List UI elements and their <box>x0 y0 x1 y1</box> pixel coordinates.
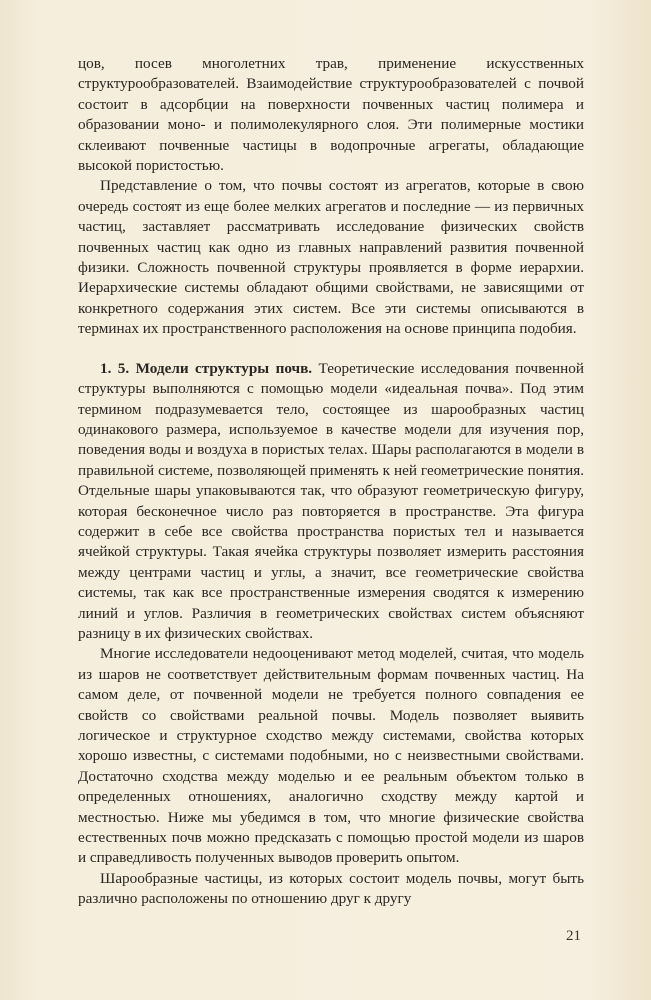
paragraph-2: Представление о том, что почвы состоят из агрегатов, которые в свою очередь состоят из еще более мелких агрегатов и последние — из первичных частиц, заставляет рассматривать исследование физических свойств почвенных частиц как одно из главных направлений развития почвенной физики. Сложность почвенной структуры проявляется в форме иерархии. Иерархические системы обладают общими свойствами, не зависящими от конкретного содержания этих систем. Все эти системы описываются в терминах их пространственного расположения на основе принципа подобия. <box>78 177 584 338</box>
body-text <box>78 54 584 910</box>
paragraph-1: цов, посев многолетних трав, применение искусственных структурообразователей. Взаимодействие структурообразователей с почвой состоит в адсорбции на поверхности почвенных частиц полимера и образовании моно- и полимолекулярного слоя. Эти полимерные мостики склеивают почвенные частицы в водопрочные агрегаты, обладающие высокой пористостью. <box>78 55 584 175</box>
page-number: 21 <box>566 928 581 944</box>
paragraph-5: Шарообразные частицы, из которых состоит модель почвы, могут быть различно расположены по отношению друг к другу <box>78 869 584 908</box>
section-body: Теоретические исследования почвенной структуры выполняются с помощью модели «идеальная почва». Под этим термином подразумевается тело, состоящее из шарообразных частиц одинакового размера, используемое в качестве модели для изучения пор, поведения воды и воздуха в пористых телах. Шары располагаются в модели в правильной системе, позволяющей применять к ней геометрические понятия. Отдельные шары упаковываются так, что образуют геометрическую фигуру, которая бесконечное число раз повторяется в пространстве. Эта фигура содержит в себе все свойства пространства пористых тел и называется ячейкой структуры. Такая ячейка структуры позволяет измерить расстояния между центрами частиц и углы, а значит, все геометрические свойства системы, так как все пространственные измерения сводятся к измерению линий и углов. Различия в геометрических свойствах систем объясняют разницу в их физических свойствах. <box>78 359 584 642</box>
section-heading: 1. 5. Модели структуры почв. <box>100 359 313 377</box>
paragraph-4: Многие исследователи недооценивают метод моделей, считая, что модель из шаров не соответствует действительным формам почвенных частиц. На самом деле, от почвенной модели не требуется полного совпадения ее свойств со свойствами реальной почвы. Модель позволяет выявить логическое и структурное сходство между системами, свойства которых хорошо известны, с системами подобными, но с неизвестными свойствами. Достаточно сходства между моделью и ее реальным объектом только в определенных отношениях, аналогично сходству между картой и местностью. Ниже мы убедимся в том, что многие физические свойства естественных почв можно предсказать с помощью простой модели из шаров и справедливость полученных выводов проверить опытом. <box>78 645 584 867</box>
paragraph-3 <box>78 359 584 645</box>
